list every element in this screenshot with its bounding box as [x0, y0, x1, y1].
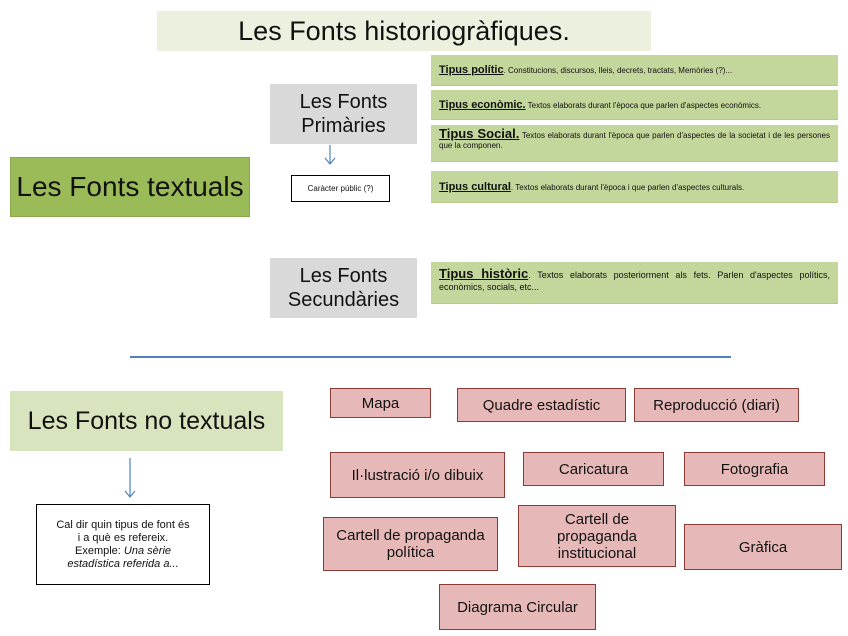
item-graph-label: Gràfica [738, 538, 788, 556]
note-line3: Exemple: [75, 544, 124, 557]
item-political-poster [323, 517, 498, 571]
item-map [330, 388, 431, 418]
public-character-note [291, 175, 390, 202]
section-divider [130, 356, 731, 358]
item-illustration [330, 452, 505, 498]
type-economic-box [431, 90, 838, 120]
type-historic-text: . Textos elaborats posteriorment als fets. Parlen d'aspectes polítics, econòmics, socials, etc... [439, 270, 830, 292]
item-statistical-table-label: Quadre estadístic [482, 396, 601, 414]
type-political-box [431, 55, 838, 86]
secondary-sources-box [270, 258, 417, 318]
item-map-label: Mapa [361, 394, 400, 412]
page-title: Les Fonts historiogràfiques. [157, 11, 651, 51]
type-economic-text: Textos elaborats durant l'època que parlen d'aspectes econòmics. [525, 100, 762, 110]
item-caricature [523, 452, 664, 486]
item-graph [684, 524, 842, 570]
item-illustration-label: Il·lustració i/o dibuix [351, 466, 484, 484]
non-textual-down-arrow-icon [122, 458, 138, 500]
type-economic-label: Tipus econòmic. [439, 98, 526, 111]
secondary-line2: Secundàries [287, 289, 400, 311]
type-political-label: Tipus polític [439, 64, 504, 76]
primary-down-arrow-icon [322, 145, 338, 167]
item-photograph [684, 452, 825, 486]
item-institutional-poster-label: Cartell de propaganda institucional [556, 510, 638, 562]
type-historic-label: Tipus històric [439, 266, 529, 281]
non-textual-sources-label: Les Fonts no textuals [27, 406, 266, 435]
item-pie-chart [439, 584, 596, 630]
type-political-text: . Constitucions, discursos, lleis, decrets, tractats, Memòries (?)... [503, 66, 733, 75]
note-example: Una sèrie [123, 544, 171, 557]
item-newspaper-reproduction [634, 388, 799, 422]
note-example2: estadística referida a... [67, 557, 179, 570]
item-caricature-label: Caricatura [558, 460, 629, 478]
item-photograph-label: Fotografia [720, 460, 789, 478]
public-character-text: Caràcter públic (?) [307, 184, 374, 193]
note-line2: i a què es refereix. [77, 531, 169, 544]
type-historic-box [431, 262, 838, 304]
note-line1: Cal dir quin tipus de font és [56, 518, 190, 531]
primary-sources-box [270, 84, 417, 144]
item-statistical-table [457, 388, 626, 422]
non-textual-sources-box [10, 391, 283, 451]
type-cultural-text: . Textos elaborats durant l'època i que parlen d'aspectes culturals. [510, 182, 745, 192]
primary-line2: Primàries [301, 115, 386, 137]
primary-line1: Les Fonts [299, 91, 388, 113]
item-newspaper-reproduction-label: Reproducció (diari) [653, 396, 780, 414]
textual-sources-label: Les Fonts textuals [16, 171, 244, 202]
type-social-label: Tipus Social. [439, 126, 520, 141]
non-textual-note [36, 504, 210, 585]
item-political-poster-label: Cartell de propaganda política [336, 527, 485, 561]
secondary-line1: Les Fonts [299, 265, 388, 287]
type-cultural-box [431, 171, 838, 203]
item-institutional-poster [518, 505, 676, 567]
item-pie-chart-label: Diagrama Circular [457, 598, 578, 616]
type-cultural-label: Tipus cultural [439, 180, 511, 193]
type-social-text: Textos elaborats durant l'època que parlen d'aspectes de la societat i de les persones que la componen. [439, 131, 830, 150]
textual-sources-box [10, 157, 250, 217]
type-social-box [431, 125, 838, 162]
